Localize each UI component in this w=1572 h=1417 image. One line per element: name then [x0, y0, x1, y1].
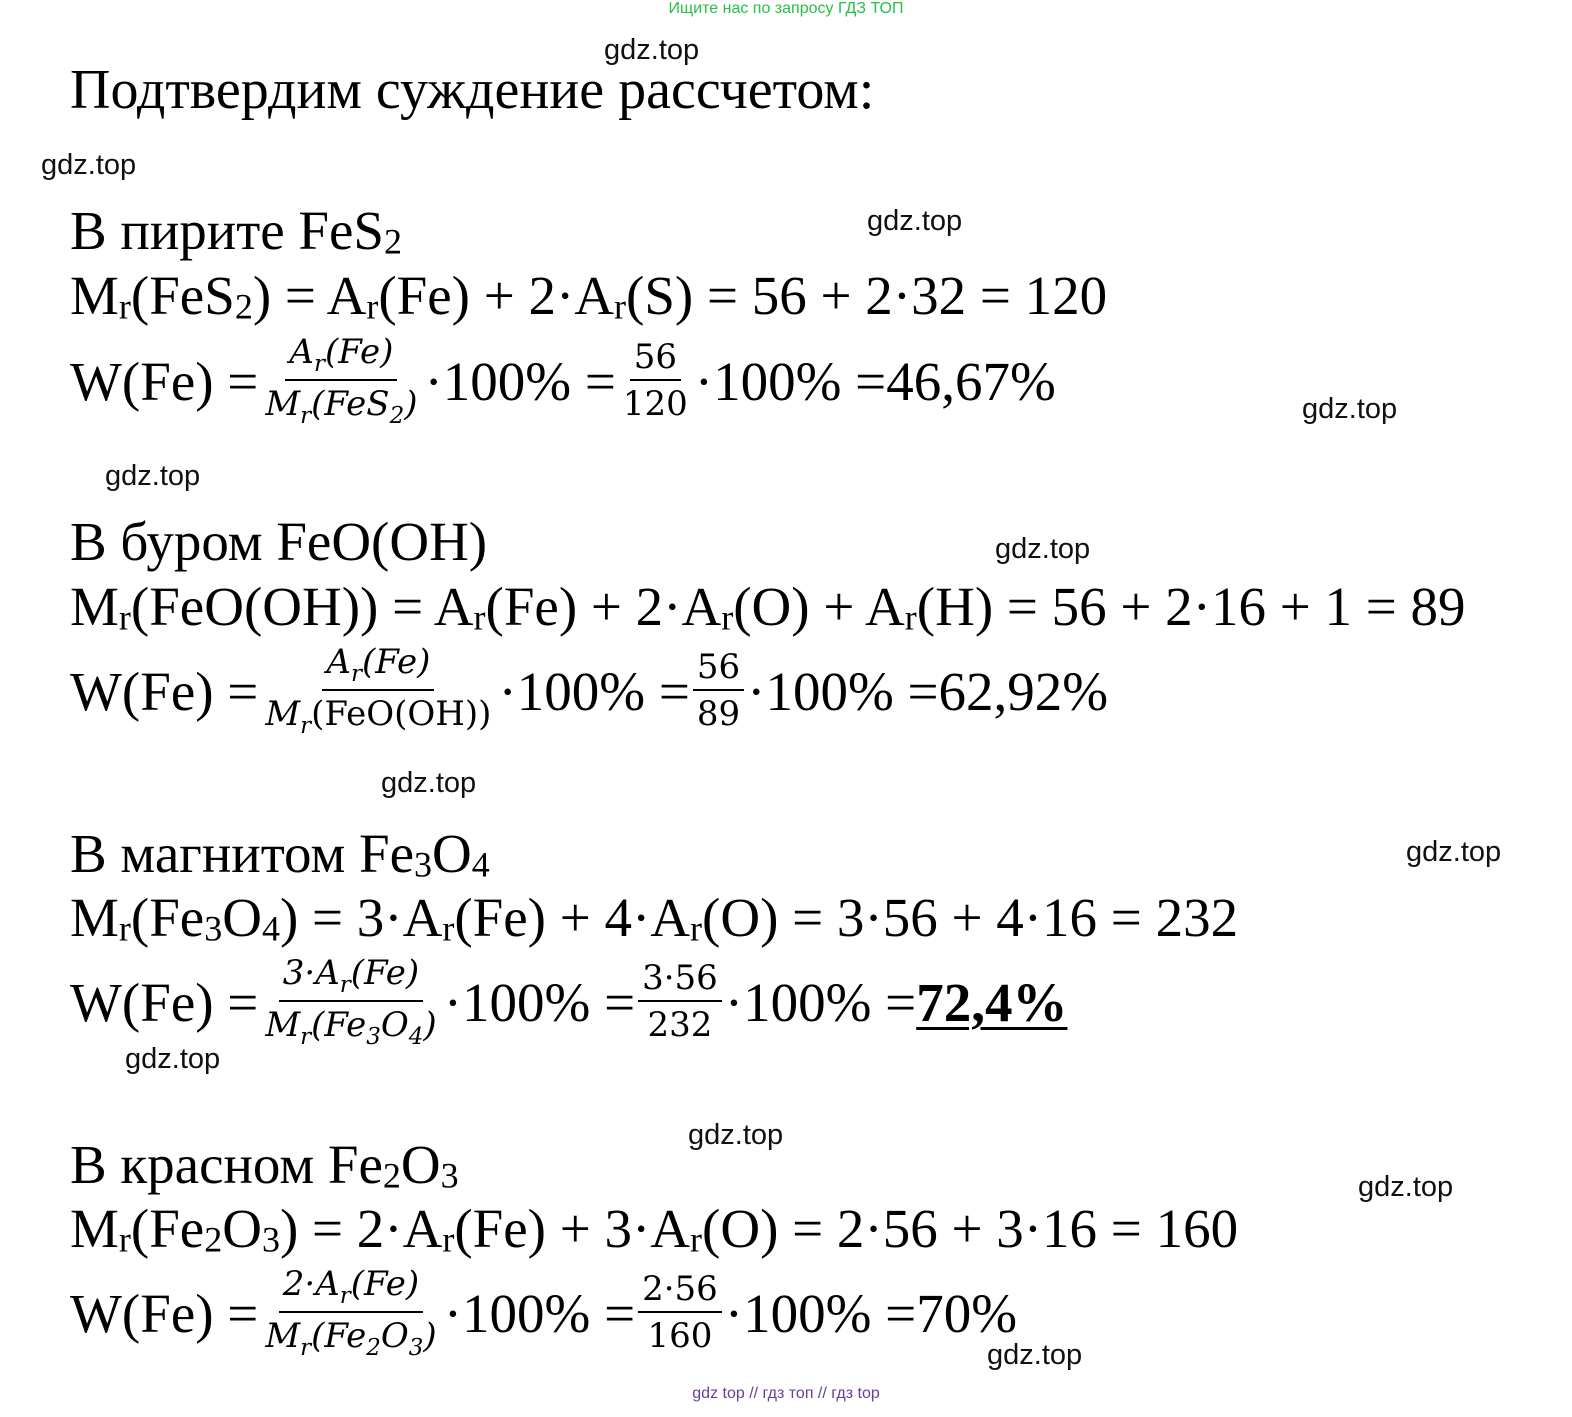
result-value-highlighted: 72,4%	[916, 971, 1068, 1033]
fraction-numeric: $\frac{2\cdot 56}{160}$	[638, 1270, 722, 1356]
watermark: gdz.top	[604, 34, 700, 66]
molar-mass-red: Mr(Fe2O3) = 2·Ar(Fe) + 3·Ar(O) = 2·56 + 3·16 = 160	[70, 1198, 1239, 1260]
section-title-pyrite: В пирите FeS2	[70, 200, 403, 262]
result-value: 46,67%	[886, 350, 1056, 412]
bottom-banner[interactable]: gdz top // гдз топ // гдз top	[692, 1385, 880, 1402]
watermark: gdz.top	[41, 149, 137, 181]
watermark: gdz.top	[105, 460, 201, 492]
fraction: $\frac{2\cdot A_r(Fe)}{M_r(Fe_2O_3)}$	[265, 1264, 437, 1362]
watermark: gdz.top	[987, 1339, 1083, 1371]
section-title-red: В красном Fe2O3	[70, 1134, 459, 1196]
fraction: $\frac{A_r(Fe)}{M_r(FeO(OH))}$	[265, 642, 492, 740]
fraction: $\frac{3\cdot A_r(Fe)}{M_r(Fe_3O_4)}$	[265, 953, 437, 1051]
fraction: $\frac{A_r(Fe)}{M_r(FeS_2)}$	[265, 332, 418, 430]
watermark: gdz.top	[688, 1119, 784, 1151]
watermark: gdz.top	[995, 533, 1091, 565]
watermark: gdz.top	[381, 767, 477, 799]
watermark: gdz.top	[1406, 836, 1502, 868]
result-value: 62,92%	[938, 660, 1109, 722]
mass-fraction-magnetite: W(Fe) = $\frac{3\cdot A_r(Fe)}{M_r(Fe_3O_4)}$ ·100% = $\frac{3\cdot 56}{232}$ ·100% = 72,4%	[70, 953, 1068, 1051]
top-banner[interactable]: Ищите нас по запросу ГДЗ ТОП	[668, 0, 904, 17]
molar-mass-pyrite: Mr(FeS2) = Ar(Fe) + 2·Ar(S) = 56 + 2·32 = 120	[70, 265, 1108, 327]
watermark: gdz.top	[867, 205, 963, 237]
molar-mass-brown: Mr(FeO(OH)) = Ar(Fe) + 2·Ar(O) + Ar(H) = 56 + 2·16 + 1 = 89	[70, 576, 1466, 638]
mass-fraction-pyrite: W(Fe) = $\frac{A_r(Fe)}{M_r(FeS_2)}$ ·100% = $\frac{56}{120}$ ·100% = 46,67%	[70, 332, 1056, 430]
section-title-brown: В буром FeO(OH)	[70, 511, 488, 572]
fraction-numeric: $\frac{3\cdot 56}{232}$	[638, 959, 722, 1045]
mass-fraction-red: W(Fe) = $\frac{2\cdot A_r(Fe)}{M_r(Fe_2O_3)}$ ·100% = $\frac{2\cdot 56}{160}$ ·100% = 70%	[70, 1264, 1018, 1362]
fraction-numeric: $\frac{56}{120}$	[622, 337, 688, 425]
watermark: gdz.top	[1358, 1171, 1454, 1203]
result-value: 70%	[916, 1282, 1018, 1344]
page-heading: Подтвердим суждение рассчетом:	[70, 59, 875, 121]
molar-mass-magnetite: Mr(Fe3O4) = 3·Ar(Fe) + 4·Ar(O) = 3·56 + 4·16 = 232	[70, 887, 1239, 949]
watermark: gdz.top	[1302, 393, 1398, 425]
watermark: gdz.top	[125, 1043, 221, 1075]
section-title-magnetite: В магнитом Fe3O4	[70, 823, 490, 885]
fraction-numeric: $\frac{56}{89}$	[693, 648, 744, 734]
mass-fraction-brown: W(Fe) = $\frac{A_r(Fe)}{M_r(FeO(OH))}$ ·100% = $\frac{56}{89}$ ·100% = 62,92%	[70, 642, 1109, 740]
